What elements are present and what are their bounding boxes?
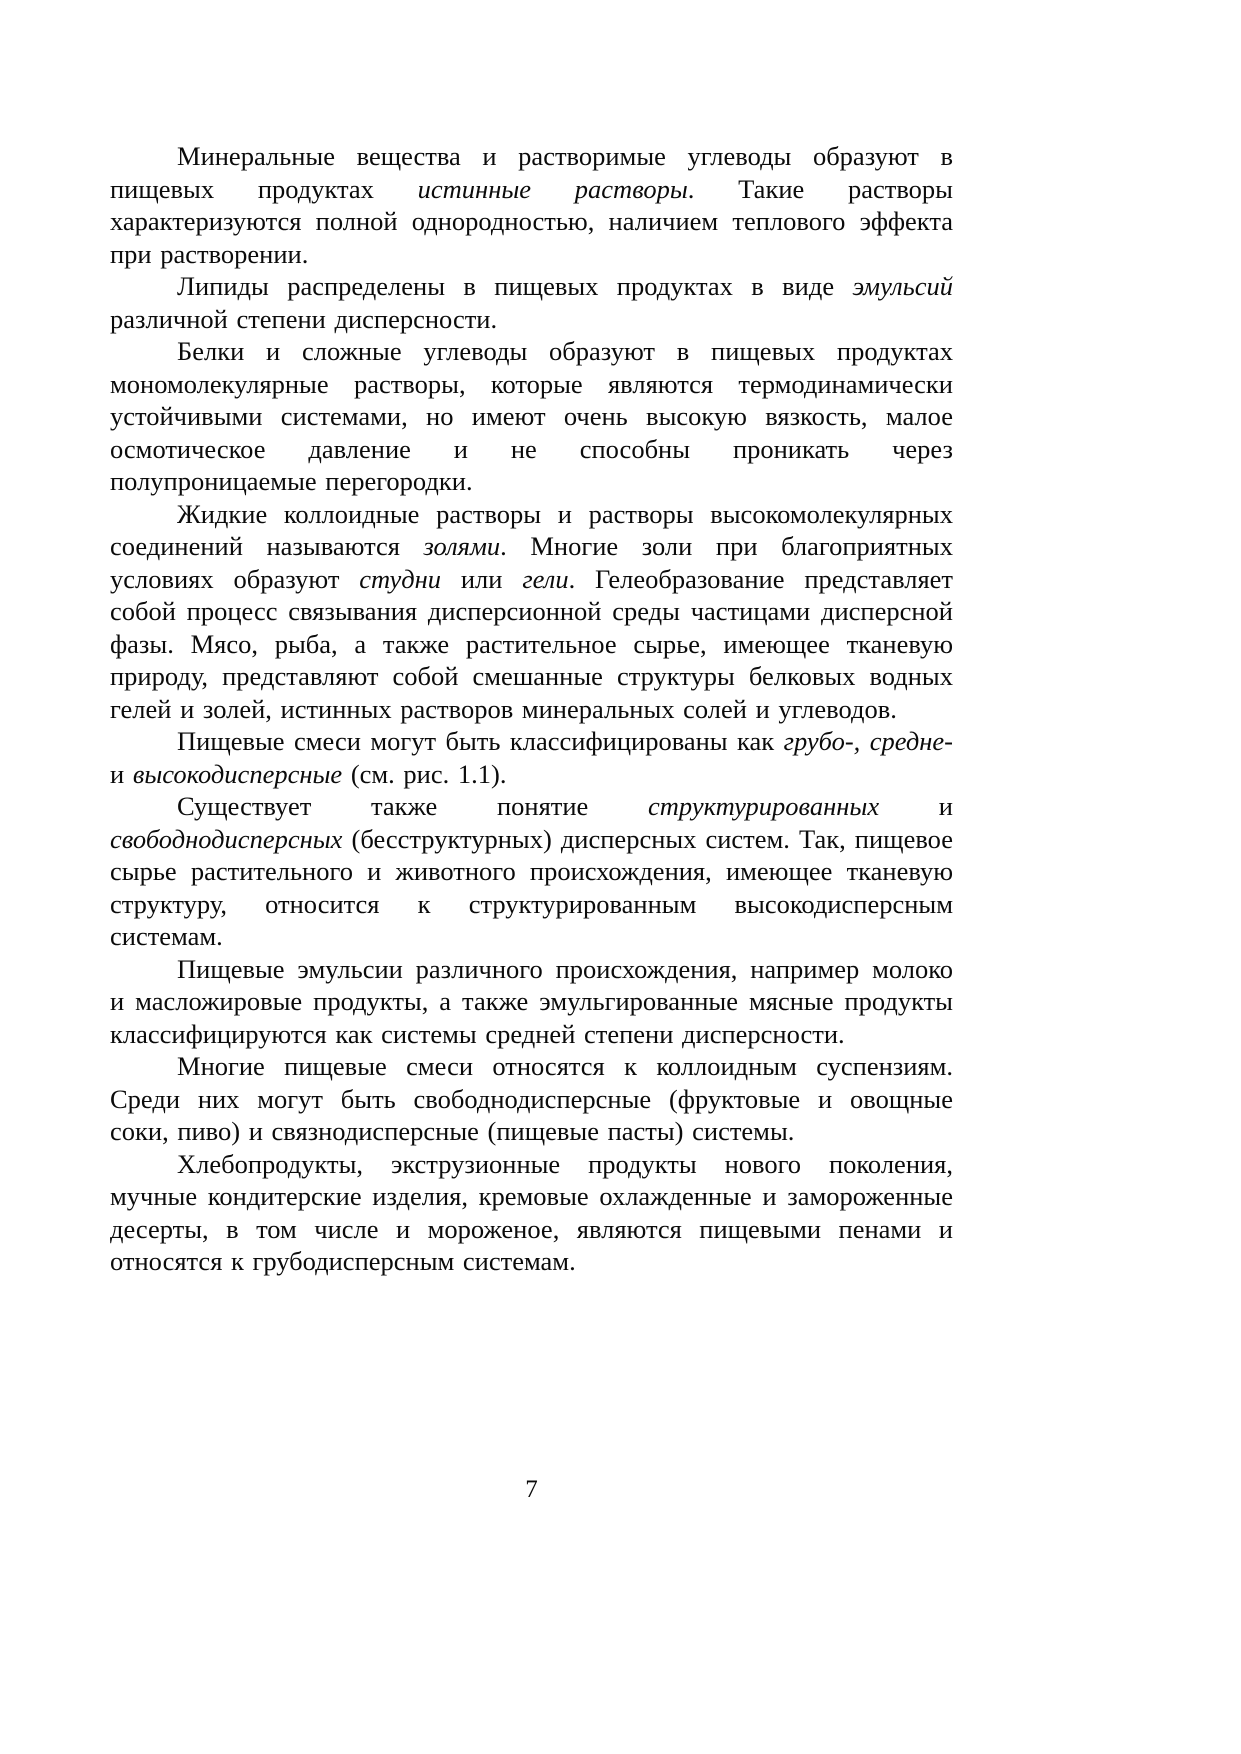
italic-text-run: гели — [522, 563, 569, 594]
page-number: 7 — [525, 1476, 538, 1503]
text-run: и — [110, 758, 133, 789]
paragraph — [110, 953, 953, 1051]
text-run: Пищевые смеси могут быть классифицированы как — [177, 726, 784, 756]
italic-text-run: структурированных — [648, 791, 880, 821]
text-run: (бесструктурных) дисперсных систем. Так, пищевое сырье растительного и животного происхождения, имеющее тканевую структуру, относится к структурированным высокодисперсным системам. — [110, 823, 953, 951]
text-run: (см. рис. 1.1). — [342, 758, 507, 789]
paragraph — [110, 790, 953, 953]
paragraph — [110, 270, 953, 335]
italic-text-run: эмульсий — [852, 271, 953, 301]
text-run: Липиды распределены в пищевых продуктах в виде — [177, 271, 853, 301]
text-run: или — [441, 563, 523, 594]
text-run: . Гелеобразование представляет собой процесс связывания дисперсионной среды частицами дисперсной фазы. Мясо, рыба, а также растительное сырье, имеющее тканевую природу, представляют собой смешанные структуры белковых водных гелей и золей, истинных растворов минеральных солей и углеводов. — [110, 563, 953, 724]
italic-text-run: грубо-, средне- — [783, 726, 953, 756]
paragraph — [110, 335, 953, 498]
text-run: и — [879, 791, 953, 821]
text-run: Хлебопродукты, экструзионные продукты нового поколения, мучные кондитерские изделия, кремовые охлажденные и замороженные десерты, в том числе и мороженое, являются пищевыми пенами и относятся к грубодисперсным системам. — [110, 1148, 953, 1276]
paragraph — [110, 725, 953, 790]
italic-text-run: золями — [423, 531, 501, 561]
text-run: Белки и сложные углеводы образуют в пищевых продуктах мономолекулярные растворы, которые являются термодинамически устойчивыми системами, но имеют очень высокую вязкость, малое осмотическое давление и не способны проникать через полупроницаемые перегородки. — [110, 336, 953, 496]
text-run: . Многие золи при благоприятных условиях образуют — [110, 531, 953, 594]
italic-text-run: высокодисперсные — [132, 758, 343, 789]
text-run: Минеральные вещества и растворимые углеводы образуют в пищевых продуктах — [110, 141, 953, 204]
paragraph — [110, 1148, 953, 1278]
paragraph — [110, 1050, 953, 1148]
text-run: Многие пищевые смеси относятся к коллоидным суспензиям. Среди них могут быть свободнодисперсные (фруктовые и овощные соки, пиво) и связнодисперсные (пищевые пасты) системы. — [110, 1051, 953, 1146]
paragraph — [110, 498, 953, 726]
text-run: Пищевые эмульсии различного происхождения, например молоко и масложировые продукты, а также эмульгированные мясные продукты классифицируются как системы средней степени дисперсности. — [110, 953, 953, 1049]
italic-text-run: истинные растворы — [417, 173, 688, 204]
text-run: различной степени дисперсности. — [110, 303, 498, 334]
italic-text-run: свободнодисперсных — [110, 823, 343, 854]
paragraph — [110, 140, 953, 270]
italic-text-run: студни — [359, 563, 442, 594]
text-run: Существует также понятие — [177, 791, 649, 821]
text-run: Жидкие коллоидные растворы и растворы высокомолекулярных соединений называются — [110, 498, 953, 561]
text-run: . Такие растворы характеризуются полной однородностью, наличием теплового эффекта при растворении. — [110, 173, 953, 269]
text-block — [110, 140, 953, 1278]
